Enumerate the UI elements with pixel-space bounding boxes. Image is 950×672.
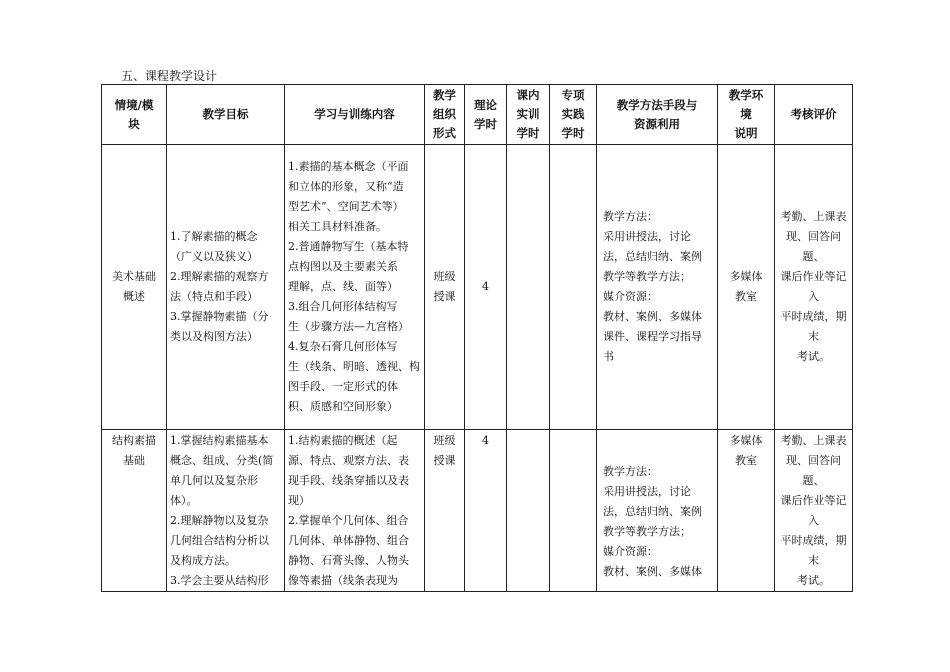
- table-row: [102, 145, 853, 430]
- header-content: 学习与训练内容: [285, 85, 425, 145]
- row1-practice-in: [507, 145, 550, 430]
- header-env: 教学环 境 说明: [718, 85, 775, 145]
- section-title: 五、课程教学设计: [121, 69, 218, 83]
- row1-method: 教学方法： 采用讲授法，讨论 法，总结归纳、案例 教学等教学方法； 媒介资源： 教材、案例、多媒体 课件、课程学习指导 书: [597, 145, 718, 430]
- header-method: 教学方法手段与 资源利用: [597, 85, 718, 145]
- row2-env: 多媒体 教室: [718, 430, 775, 592]
- row1-goal: 1.了解素描的概念 （广义以及狭义） 2.理解素描的观察方 法（特点和手段） 3.掌握静物素描（分 类以及构图方法）: [167, 145, 285, 430]
- row2-org: 班级 授课: [425, 430, 465, 592]
- row1-assess: 考勤、上课表 现、回答问题、 课后作业等记入 平时成绩，期末 考试。: [775, 145, 853, 430]
- header-assess: 考核评价: [775, 85, 853, 145]
- row2-practice-special: [550, 430, 597, 592]
- row1-theory: 4: [465, 145, 507, 430]
- row1-env: 多媒体 教室: [718, 145, 775, 430]
- header-row: [102, 85, 853, 145]
- row1-content: 1.素描的基本概念（平面 和立体的形象，又称“造 型艺术”、空间艺术等） 相关工具材料准备。 2.普通静物写生（基本特 点构图以及主要素关系 理解，点、线、面等） 3.组合几何形体结构写 生（步骤方法—九宫格） 4.复杂石膏几何形体写 生（线条、明暗、透视、构 图手段、一定形式的体 积、质感和空间形象）: [285, 145, 425, 430]
- row1-org: 班级 授课: [425, 145, 465, 430]
- table-row: [102, 430, 853, 592]
- row1-module: 美术基础 概述: [102, 145, 167, 430]
- header-practice-special: 专项 实践 学时: [550, 85, 597, 145]
- row2-practice-in: [507, 430, 550, 592]
- row2-theory: 4: [465, 430, 507, 592]
- row2-module: 结构素描 基础: [102, 430, 167, 592]
- row1-practice-special: [550, 145, 597, 430]
- course-design-table: [101, 84, 853, 592]
- header-practice-in: 课内 实训 学时: [507, 85, 550, 145]
- header-goal: 教学目标: [167, 85, 285, 145]
- row2-method: 教学方法： 采用讲授法，讨论 法，总结归纳、案例 教学等教学方法； 媒介资源： 教材、案例、多媒体: [597, 430, 718, 592]
- row2-assess: 考勤、上课表 现、回答问题、 课后作业等记入 平时成绩，期末 考试。: [775, 430, 853, 592]
- header-org: 教学 组织 形式: [425, 85, 465, 145]
- header-module: 情境/模 块: [102, 85, 167, 145]
- row2-goal: 1.掌握结构素描基本 概念、组成、分类(简 单几何以及复杂形 体）。 2.理解静物以及复杂 几何组合结构分析以 及构成方法。 3.学会主要从结构形: [167, 430, 285, 592]
- row2-content: 1.结构素描的概述（起 源、特点、观察方法、表 现手段、线条穿插以及表 现） 2.掌握单个几何体、组合 几何体、单体静物、组合 静物、石膏头像、人物头 像等素描（线条表现为: [285, 430, 425, 592]
- header-theory: 理论 学时: [465, 85, 507, 145]
